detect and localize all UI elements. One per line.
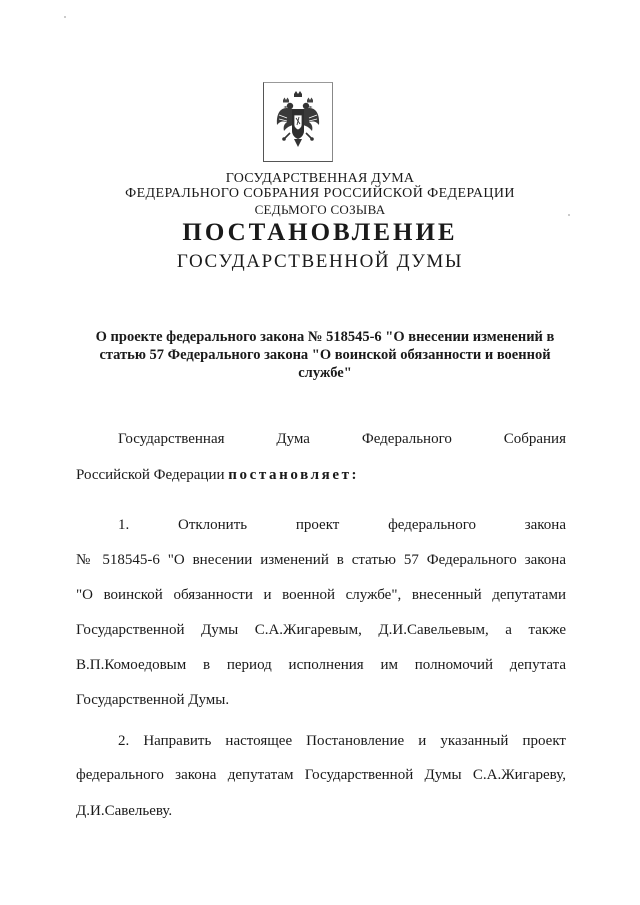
coat-of-arms-icon xyxy=(275,91,321,151)
paragraph-1-line-5: В.П.Комоедовым в период исполнения им полномочий депутата xyxy=(76,657,566,673)
chamber-name: ГОСУДАРСТВЕННАЯ ДУМА xyxy=(225,171,415,186)
paragraph-1-line-2: № 518545-6 "О внесении изменений в статью 57 Федерального закона xyxy=(76,552,566,568)
preamble-verb: постановляет: xyxy=(228,467,360,483)
paragraph-1-line-1: 1. Отклонить проект федерального закона xyxy=(118,517,566,533)
preamble-line-1: Государственная Дума Федерального Собрания xyxy=(118,431,566,447)
document-subtitle: ГОСУДАРСТВЕННОЙ ДУМЫ xyxy=(176,251,464,272)
preamble-line-2 xyxy=(76,467,566,484)
scan-speck xyxy=(64,16,66,18)
paragraph-1-line-3: "О воинской обязанности и военной службе", внесенный депутатами xyxy=(76,587,566,603)
paragraph-1-line-6: Государственной Думы. xyxy=(76,692,230,708)
scan-speck xyxy=(568,214,570,216)
preamble-lead: Российской Федерации xyxy=(76,467,229,483)
paragraph-2-line-1: 2. Направить настоящее Постановление и указанный проект xyxy=(118,733,566,749)
parliament-name: ФЕДЕРАЛЬНОГО СОБРАНИЯ РОССИЙСКОЙ ФЕДЕРАЦИИ xyxy=(125,186,515,201)
emblem-frame xyxy=(263,82,333,162)
paragraph-2-line-2: федерального закона депутатам Государственной Думы С.А.Жигареву, xyxy=(76,767,566,783)
convocation: СЕДЬМОГО СОЗЫВА xyxy=(254,202,386,217)
law-title: О проекте федерального закона № 518545-6 "О внесении изменений в статью 57 Федерального закона "О воинской обязанности и военной службе" xyxy=(95,329,555,381)
paragraph-2-line-3: Д.И.Савельеву. xyxy=(76,803,173,819)
paragraph-1-line-4: Государственной Думы С.А.Жигаревым, Д.И.Савельевым, а также xyxy=(76,622,566,638)
document-title: ПОСТАНОВЛЕНИЕ xyxy=(182,219,458,246)
